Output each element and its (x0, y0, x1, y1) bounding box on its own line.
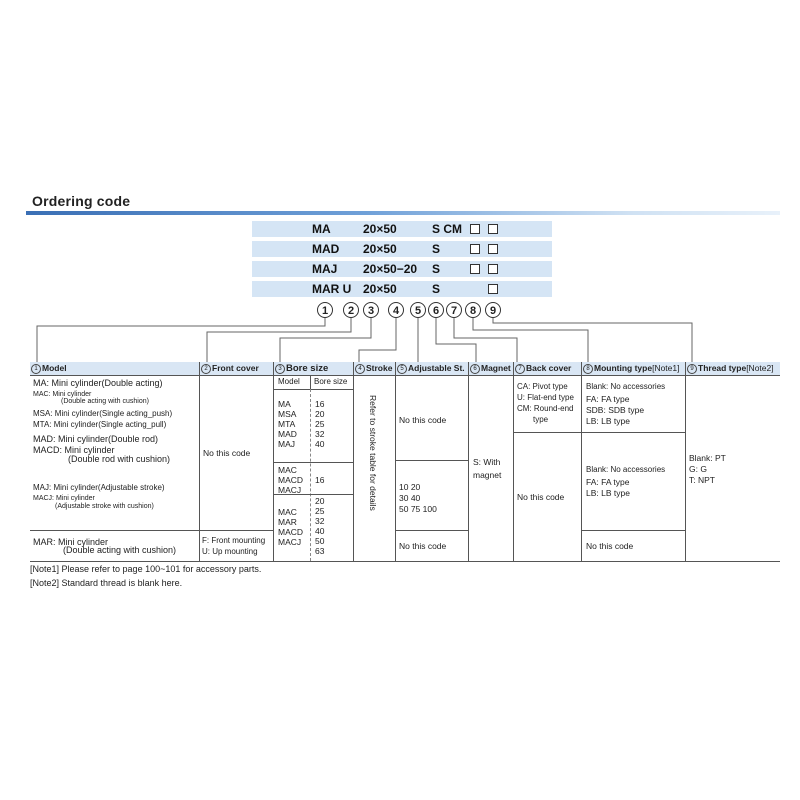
bore-subheader-divider (310, 376, 311, 389)
mounting-blank: Blank: No accessories (586, 465, 666, 474)
code-rest: S (432, 262, 441, 276)
row-divider (513, 432, 685, 433)
mounting-lb: LB: LB type (586, 416, 630, 426)
bore-group1-models (278, 399, 297, 449)
column-divider (395, 362, 396, 562)
bore-model: MAR (278, 517, 297, 527)
bore-size: 50 (315, 536, 325, 546)
bore-size: 20 (315, 409, 325, 419)
mounting-blank: Blank: No accessories (586, 382, 666, 391)
code-position-3: 3 (363, 302, 379, 318)
bore-size: 20 (315, 496, 325, 506)
bore-group3-models (278, 507, 303, 547)
model-mar: MAR: Mini cylinder (33, 537, 109, 547)
bore-model: MAJ (278, 439, 295, 449)
adjustable-no-code: No this code (399, 541, 447, 551)
header-front-cover: 2 Front cover (200, 362, 273, 375)
header-back-cover: 7 Back cover (514, 362, 581, 375)
column-divider (199, 362, 200, 562)
mounting-fa: FA: FA type (586, 477, 630, 487)
code-series: MAJ (312, 262, 338, 276)
code-rest: S (432, 282, 441, 296)
bore-size: 32 (315, 429, 325, 439)
bore-size: 25 (315, 419, 325, 429)
back-cover-ca: CA: Pivot type (517, 382, 568, 391)
code-position-4: 4 (388, 302, 404, 318)
front-cover-u: U: Up mounting (202, 547, 258, 556)
bore-size: 16 (315, 475, 325, 485)
bore-subheader-line (274, 389, 353, 390)
model-mta: MTA: Mini cylinder(Single acting_pull) (33, 420, 167, 429)
code-position-9: 9 (485, 302, 501, 318)
bore-col-size: Bore size (314, 377, 348, 386)
bore-size: 32 (315, 516, 325, 526)
table-bottom-border (30, 561, 780, 562)
code-position-6: 6 (428, 302, 444, 318)
note-2: [Note2] Standard thread is blank here. (30, 578, 183, 588)
bore-model: MSA (278, 409, 297, 419)
back-cover-cm: CM: Round-end (517, 404, 574, 413)
column-divider (685, 362, 686, 562)
row-divider (30, 530, 273, 531)
magnet-label: magnet (473, 470, 502, 480)
magnet-with: S: With (473, 457, 501, 467)
code-size: 20×50 (363, 282, 397, 296)
bore-group2-models (278, 465, 303, 495)
bore-model: MACJ (278, 537, 302, 547)
bore-model: MACJ (278, 485, 302, 495)
mounting-no-code: No this code (586, 541, 634, 551)
model-macj-desc: (Adjustable stroke with cushion) (55, 503, 154, 510)
bore-column-divider (310, 389, 311, 561)
model-macd-desc: (Double rod with cushion) (68, 454, 171, 464)
code-position-5: 5 (410, 302, 426, 318)
adjustable-values-3: 50 75 100 (399, 504, 437, 514)
mounting-lb: LB: LB type (586, 488, 630, 498)
thread-pt: Blank: PT (689, 453, 726, 463)
stroke-reference: Refer to stroke table for details (368, 395, 378, 511)
bore-model: MA (278, 399, 291, 409)
back-cover-cm-type: type (533, 415, 549, 424)
bore-size: 40 (315, 526, 325, 536)
bore-model: MAD (278, 429, 297, 439)
model-macd: MACD: Mini cylinder (33, 445, 115, 455)
model-maj: MAJ: Mini cylinder(Adjustable stroke) (33, 483, 165, 492)
thread-npt: T: NPT (689, 475, 715, 485)
code-series: MAR U (312, 282, 352, 296)
code-position-8: 8 (465, 302, 481, 318)
header-magnet: 6 Magnet (469, 362, 513, 375)
mounting-sdb: SDB: SDB type (586, 405, 645, 415)
table-header-border (30, 375, 780, 376)
bore-size: 16 (315, 399, 325, 409)
column-divider (513, 362, 514, 562)
adjustable-no-code: No this code (399, 415, 447, 425)
code-rest: S (432, 242, 441, 256)
row-divider (581, 530, 685, 531)
code-rest: S CM (432, 222, 462, 236)
bore-group1-sizes (315, 399, 324, 449)
bore-col-model: Model (278, 377, 300, 386)
note-1: [Note1] Please refer to page 100~101 for accessory parts. (30, 564, 262, 574)
code-size: 20×50 (363, 242, 397, 256)
model-macj: MACJ: Mini cylinder (33, 495, 95, 502)
code-position-2: 2 (343, 302, 359, 318)
bore-group-divider (274, 462, 353, 463)
back-cover-no-code: No this code (517, 492, 565, 502)
column-divider (353, 362, 354, 562)
mounting-fa: FA: FA type (586, 394, 630, 404)
bore-size: 40 (315, 439, 325, 449)
bore-group2-sizes (315, 475, 324, 485)
adjustable-values-2: 30 40 (399, 493, 421, 503)
bore-group3-sizes (315, 496, 324, 556)
code-size: 20×50−20 (363, 262, 418, 276)
header-stroke: 4 Stroke (354, 362, 395, 375)
column-divider (581, 362, 582, 562)
bore-size: 25 (315, 506, 325, 516)
header-thread-type: 9 Thread type[Note2] (686, 362, 780, 375)
model-msa: MSA: Mini cylinder(Single acting_push) (33, 409, 173, 418)
code-series: MAD (312, 242, 340, 256)
bore-model: MACD (278, 527, 304, 537)
model-mac: MAC: Mini cylinder (33, 391, 92, 398)
code-size: 20×50 (363, 222, 397, 236)
model-ma: MA: Mini cylinder(Double acting) (33, 378, 163, 388)
column-divider (468, 362, 469, 562)
header-adjustable-stroke: 5 Adjustable St. (396, 362, 468, 375)
model-mac-desc: (Double acting with cushion) (61, 398, 149, 405)
bore-model: MAC (278, 465, 297, 475)
bore-model: MTA (278, 419, 296, 429)
code-position-1: 1 (317, 302, 333, 318)
header-bore-size: 3 Bore size (274, 362, 353, 375)
model-mar-desc: (Double acting with cushion) (63, 545, 177, 555)
code-series: MA (312, 222, 331, 236)
code-position-7: 7 (446, 302, 462, 318)
row-divider (395, 530, 468, 531)
front-cover-f: F: Front mounting (202, 536, 266, 545)
bore-model: MAC (278, 507, 297, 517)
back-cover-u: U: Flat-end type (517, 393, 574, 402)
header-model: 1 Model (30, 362, 199, 375)
adjustable-values-1: 10 20 (399, 482, 421, 492)
row-divider (395, 460, 468, 461)
front-cover-no-code: No this code (203, 448, 251, 458)
model-mad: MAD: Mini cylinder(Double rod) (33, 434, 159, 444)
bore-size: 63 (315, 546, 325, 556)
bore-model: MACD (278, 475, 304, 485)
thread-g: G: G (689, 464, 707, 474)
header-mounting-type: 8 Mounting type[Note1] (582, 362, 685, 375)
section-title: Ordering code (32, 193, 131, 209)
